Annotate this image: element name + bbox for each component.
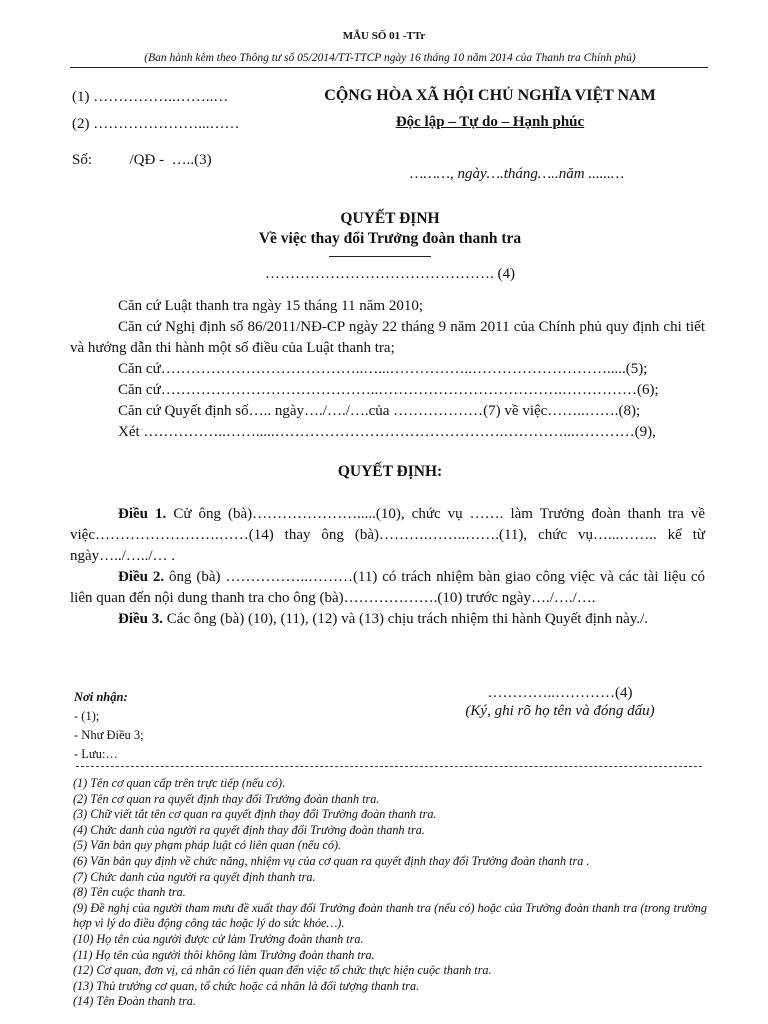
recipients-block bbox=[74, 688, 144, 764]
decision-heading: QUYẾT ĐỊNH: bbox=[337, 463, 443, 480]
article-1 bbox=[70, 504, 705, 567]
footnote-item: (2) Tên cơ quan ra quyết định thay đổi Trưởng đoàn thanh tra. bbox=[73, 791, 380, 806]
signature-note: (Ký, ghi rõ họ tên và đóng dấu) bbox=[465, 703, 655, 719]
article-text: Các ông (bà) (10), (11), (12) và (13) chịu trách nhiệm thi hành Quyết định này./. bbox=[163, 611, 648, 627]
footnote-item: (4) Chức danh của người ra quyết định thay đổi Trưởng đoàn thanh tra. bbox=[73, 822, 425, 837]
article-label: Điều 3. bbox=[118, 611, 163, 627]
articles bbox=[70, 504, 705, 630]
footnotes bbox=[73, 776, 707, 1010]
org-line-1: (1) ……………..……..… bbox=[72, 89, 229, 105]
article-text: ông (bà) ……………..………(11) có trách nhiệm bàn giao công việc và các tài liệu có liên quan đến nội dung thanh tra cho ông (bà)……………….(10) trước ngày…./…./…. bbox=[70, 569, 706, 606]
footnote-item: (12) Cơ quan, đơn vị, cá nhân có liên quan đến việc tổ chức thực hiện cuộc thanh tra. bbox=[73, 963, 492, 978]
preamble-line: Căn cứ Nghị định số 86/2011/NĐ-CP ngày 22 tháng 9 năm 2011 của Chính phủ quy định chi tiết và hướng dẫn thi hành một số điều của Luật thanh tra; bbox=[70, 319, 705, 356]
preamble bbox=[70, 296, 705, 443]
article-3 bbox=[70, 609, 705, 630]
footnote-item: (14) Tên Đoàn thanh tra. bbox=[73, 994, 196, 1009]
issuer-line: ………………………………………. (4) bbox=[265, 266, 515, 282]
preamble-line: Căn cứ…………………………………..…...……………..……………………….....(5); bbox=[118, 361, 648, 377]
article-label: Điều 1. bbox=[118, 506, 167, 522]
recipient-item: - Lưu:… bbox=[74, 747, 118, 761]
footnote-item: (1) Tên cơ quan cấp trên trực tiếp (nếu có). bbox=[73, 776, 286, 790]
recipient-item: - (1); bbox=[74, 709, 100, 723]
footnote-item: (11) Họ tên của người thôi không làm Trưởng đoàn thanh tra. bbox=[73, 947, 375, 962]
nation-name: CỘNG HÒA XÃ HỘI CHỦ NGHĨA VIỆT NAM bbox=[324, 87, 656, 104]
document-subtitle: Về việc thay đổi Trưởng đoàn thanh tra bbox=[258, 230, 522, 247]
form-code: MẪU SỐ 01 -TTr bbox=[342, 30, 426, 42]
header-rule bbox=[70, 67, 708, 68]
preamble-line: Xét ……………..…….....……………………………………….…………...…………(9), bbox=[118, 424, 656, 440]
footnote-item: (13) Thủ trưởng cơ quan, tổ chức hoặc cá nhân là đối tượng thanh tra. bbox=[73, 978, 420, 993]
recipient-item: - Như Điều 3; bbox=[74, 728, 144, 742]
preamble-line: Căn cứ Quyết định số….. ngày…./…./….của ………………(7) về việc……..…….(8); bbox=[118, 403, 641, 419]
article-label: Điều 2. bbox=[118, 569, 165, 585]
national-motto: Độc lập – Tự do – Hạnh phúc bbox=[395, 114, 585, 130]
footnote-item: (6) Văn bản quy định về chức năng, nhiệm vụ của cơ quan ra quyết định thay đổi Trưởng đoàn thanh tra . bbox=[73, 853, 590, 868]
issuance-note: (Ban hành kèm theo Thông tư số 05/2014/TT-TTCP ngày 16 tháng 10 năm 2014 của Thanh tra Chính phủ) bbox=[144, 52, 636, 64]
footnote-item: (5) Văn bản quy phạm pháp luật có liên quan (nếu có). bbox=[73, 838, 342, 853]
preamble-line: Căn cứ……………………………………..……………………………….……………(6); bbox=[118, 382, 659, 398]
footnote-item: (10) Họ tên của người được cử làm Trưởng đoàn thanh tra. bbox=[73, 931, 364, 946]
footnote-item: (7) Chức danh của người ra quyết định thanh tra. bbox=[73, 869, 316, 884]
org-line-2: (2) …………………...…… bbox=[72, 116, 240, 132]
article-2 bbox=[70, 567, 705, 609]
footnote-item: (8) Tên cuộc thanh tra. bbox=[73, 885, 186, 900]
footnote-separator bbox=[76, 766, 702, 767]
signature-line: …………..…………(4) bbox=[487, 685, 633, 701]
article-text: Cử ông (bà)………………….....(10), chức vụ ……. làm Trưởng đoàn thanh tra về việc…………………….……(14) thay ông (bà)……….……..…….(11), chức vụ…...…….. kể từ ngày…../…../… . bbox=[70, 506, 705, 564]
footnote-item: (3) Chữ viết tắt tên cơ quan ra quyết định thay đổi Trưởng đoàn thanh tra. bbox=[73, 807, 437, 822]
document-number: Số: /QĐ - …..(3) bbox=[72, 152, 212, 168]
document-title: QUYẾT ĐỊNH bbox=[340, 210, 440, 227]
recipients-title: Nơi nhận: bbox=[74, 690, 128, 704]
date-line: ………, ngày….tháng…..năm ......… bbox=[410, 166, 625, 182]
preamble-line: Căn cứ Luật thanh tra ngày 15 tháng 11 năm 2010; bbox=[118, 298, 424, 314]
title-rule bbox=[329, 256, 431, 257]
footnote-item: (9) Đề nghị của người tham mưu đề xuất thay đổi Trưởng đoàn thanh tra (nếu có) hoặc của Trưởng đoàn thanh tra (trong trường hợp vì lý do điều động công tác hoặc lý do sức khỏe…). bbox=[73, 900, 707, 931]
